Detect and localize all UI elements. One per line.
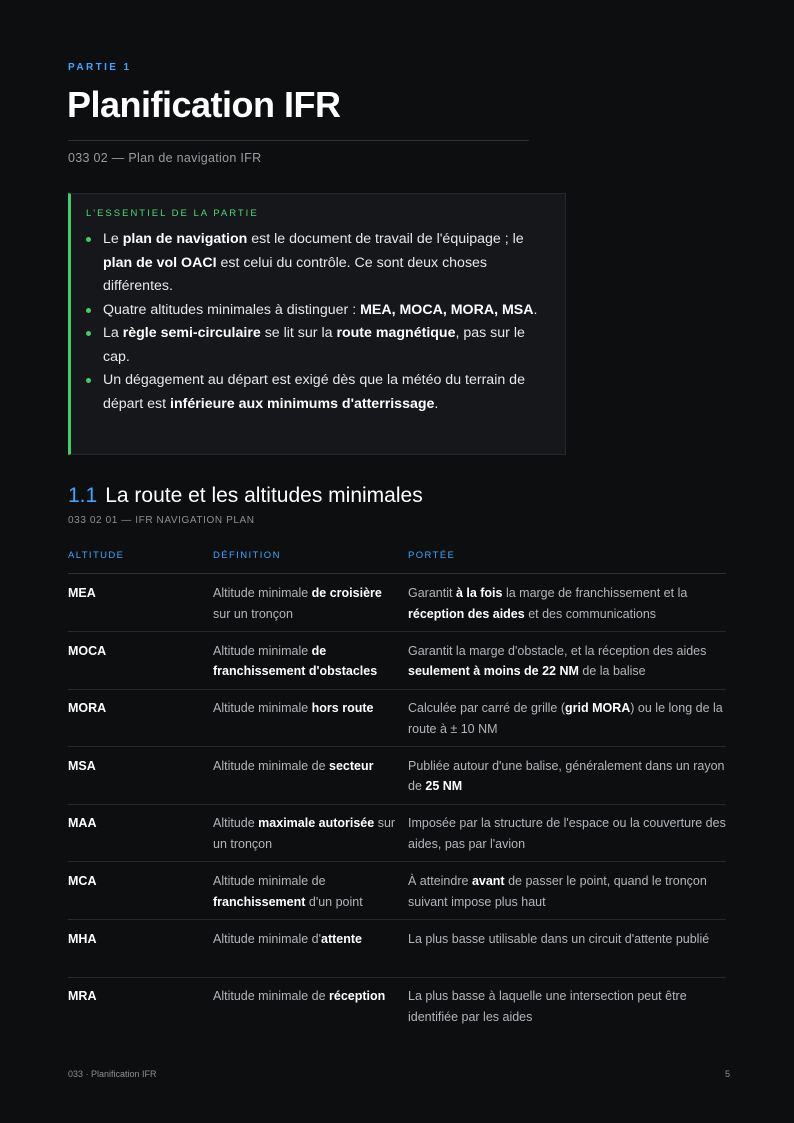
portee-text: Imposée par la structure de l'espace ou la couverture des aides, pas par l'avion	[408, 816, 726, 851]
key-point-text: est le document de travail de l'équipage ; le	[247, 231, 524, 247]
definition-bold-text: hors route	[311, 701, 374, 716]
cell-definition	[213, 583, 401, 624]
cell-portee	[408, 698, 726, 739]
cell-altitude: MORA	[68, 701, 107, 716]
key-point-item	[86, 322, 548, 369]
portee-text: La plus basse à laquelle une intersection peut être identifiée par les aides	[408, 989, 687, 1024]
portee-bold-text: réception des aides	[408, 606, 525, 621]
portee-text: Garantit la marge d'obstacle, et la réception des aides	[408, 643, 707, 658]
page-title: Planification IFR	[67, 84, 341, 125]
key-point-text: .	[434, 395, 439, 412]
callout-title: L'ESSENTIEL DE LA PARTIE	[86, 208, 259, 219]
portee-text: et des communications	[524, 606, 657, 621]
definition-bold-text: attente	[321, 931, 362, 946]
page-subtitle: 033 02 — Plan de navigation IFR	[68, 151, 262, 165]
definition-text: Altitude minimale de	[213, 874, 326, 888]
cell-altitude: MHA	[68, 931, 97, 946]
section-subtitle: 033 02 01 — IFR NAVIGATION PLAN	[68, 515, 255, 526]
part-eyebrow: PARTIE 1	[68, 62, 132, 73]
portee-bold-text: grid MORA	[565, 701, 631, 716]
cell-altitude: MRA	[68, 989, 97, 1004]
portee-bold-text: avant	[471, 874, 505, 888]
definition-text: Altitude minimale	[213, 701, 312, 716]
cell-altitude: MOCA	[68, 643, 107, 658]
portee-bold-text: 25 NM	[425, 779, 463, 794]
title-divider	[68, 140, 529, 141]
portee-bold-text: à la fois	[455, 586, 503, 600]
definition-bold-text: réception	[329, 989, 386, 1004]
table-row	[68, 804, 726, 862]
cell-definition	[213, 641, 401, 682]
table-row	[68, 747, 726, 805]
bullet-dot-icon	[86, 331, 91, 336]
table-row	[68, 977, 726, 1034]
cell-altitude: MEA	[68, 586, 96, 600]
portee-text: La plus basse utilisable dans un circuit d'attente publié	[408, 931, 710, 946]
table-row	[68, 862, 726, 920]
key-point-item	[86, 228, 548, 299]
definition-bold-text: maximale autorisée	[258, 816, 375, 831]
cell-portee	[408, 641, 726, 682]
key-point-bold-text: MEA, MOCA, MORA, MSA	[360, 301, 534, 318]
cell-definition	[213, 698, 401, 719]
cell-definition	[213, 929, 401, 950]
section-number: 1.1	[68, 484, 98, 507]
cell-portee	[408, 929, 726, 950]
definition-bold-text: secteur	[329, 758, 374, 773]
definition-text: sur un tronçon	[213, 816, 396, 851]
definition-text: Altitude minimale d'	[213, 931, 321, 946]
portee-text: ) ou le long de la route à ± 10 NM	[408, 701, 723, 736]
bullet-dot-icon	[86, 237, 91, 242]
bullet-dot-icon	[86, 308, 91, 313]
cell-definition	[213, 986, 401, 1007]
key-point-text: est celui du contrôle. Ce sont deux choses différentes.	[103, 254, 488, 294]
portee-text: Garantit	[408, 586, 456, 600]
definition-text: Altitude minimale de	[213, 989, 330, 1004]
table-row	[68, 689, 726, 747]
cell-definition	[213, 813, 401, 854]
cell-portee	[408, 986, 726, 1027]
table-header-portee: PORTÉE	[408, 550, 456, 561]
table-header-definition: DÉFINITION	[213, 550, 281, 561]
cell-definition	[213, 871, 401, 912]
cell-portee	[408, 583, 726, 624]
key-point-bold-text: plan de vol OACI	[103, 254, 217, 271]
portee-text: Publiée autour d'une balise, généralement dans un rayon de	[408, 758, 725, 794]
key-point-text: Un dégagement au départ est exigé dès que la météo du terrain de départ est	[103, 372, 525, 412]
portee-text: de la balise	[578, 664, 646, 679]
cell-altitude: MSA	[68, 758, 96, 773]
cell-portee	[408, 813, 726, 854]
definition-bold-text: de croisière	[311, 586, 382, 600]
key-point-text: , pas sur le cap.	[103, 325, 525, 365]
table-row	[68, 574, 726, 632]
key-point-bold-text: inférieure aux minimums d'atterrissage	[170, 395, 435, 412]
cell-altitude: MAA	[68, 816, 97, 831]
portee-text: de passer le point, quand le tronçon suivant impose plus haut	[408, 874, 707, 909]
key-points-callout	[68, 193, 566, 455]
key-point-bold-text: plan de navigation	[122, 231, 248, 247]
key-point-text: La	[103, 325, 123, 341]
portee-bold-text: seulement à moins de 22 NM	[408, 664, 579, 679]
key-points-list	[86, 228, 548, 416]
table-row	[68, 920, 726, 978]
cell-portee	[408, 756, 726, 797]
portee-text: À atteindre	[408, 874, 472, 888]
key-point-text: .	[533, 301, 538, 318]
definition-text: Altitude	[213, 816, 259, 831]
definition-bold-text: de franchissement d'obstacles	[213, 643, 378, 679]
definition-text: d'un point	[305, 894, 363, 909]
cell-portee	[408, 871, 726, 912]
definition-text: sur un tronçon	[213, 606, 293, 621]
portee-text: la marge de franchissement et la	[502, 586, 688, 600]
key-point-text: Le	[103, 231, 123, 247]
definition-text: Altitude minimale	[213, 586, 312, 600]
key-point-item	[86, 369, 548, 416]
footer-label: 033 · Planification IFR	[68, 1069, 157, 1079]
key-point-text: se lit sur la	[260, 325, 337, 341]
portee-text: Calculée par carré de grille (	[408, 701, 566, 716]
section-heading	[68, 484, 423, 508]
definition-text: Altitude minimale de	[213, 758, 330, 773]
table-row	[68, 632, 726, 690]
key-point-item	[86, 299, 548, 323]
section-title: La route et les altitudes minimales	[105, 484, 423, 507]
cell-altitude: MCA	[68, 874, 97, 888]
key-point-text: Quatre altitudes minimales à distinguer :	[103, 301, 361, 318]
table-header-altitude: ALTITUDE	[68, 550, 125, 561]
bullet-dot-icon	[86, 378, 91, 383]
definition-bold-text: franchissement	[213, 894, 306, 909]
key-point-bold-text: route magnétique	[336, 325, 456, 341]
page-number: 5	[725, 1069, 731, 1079]
cell-definition	[213, 756, 401, 777]
definition-text: Altitude minimale	[213, 643, 312, 658]
key-point-bold-text: règle semi-circulaire	[122, 325, 261, 341]
